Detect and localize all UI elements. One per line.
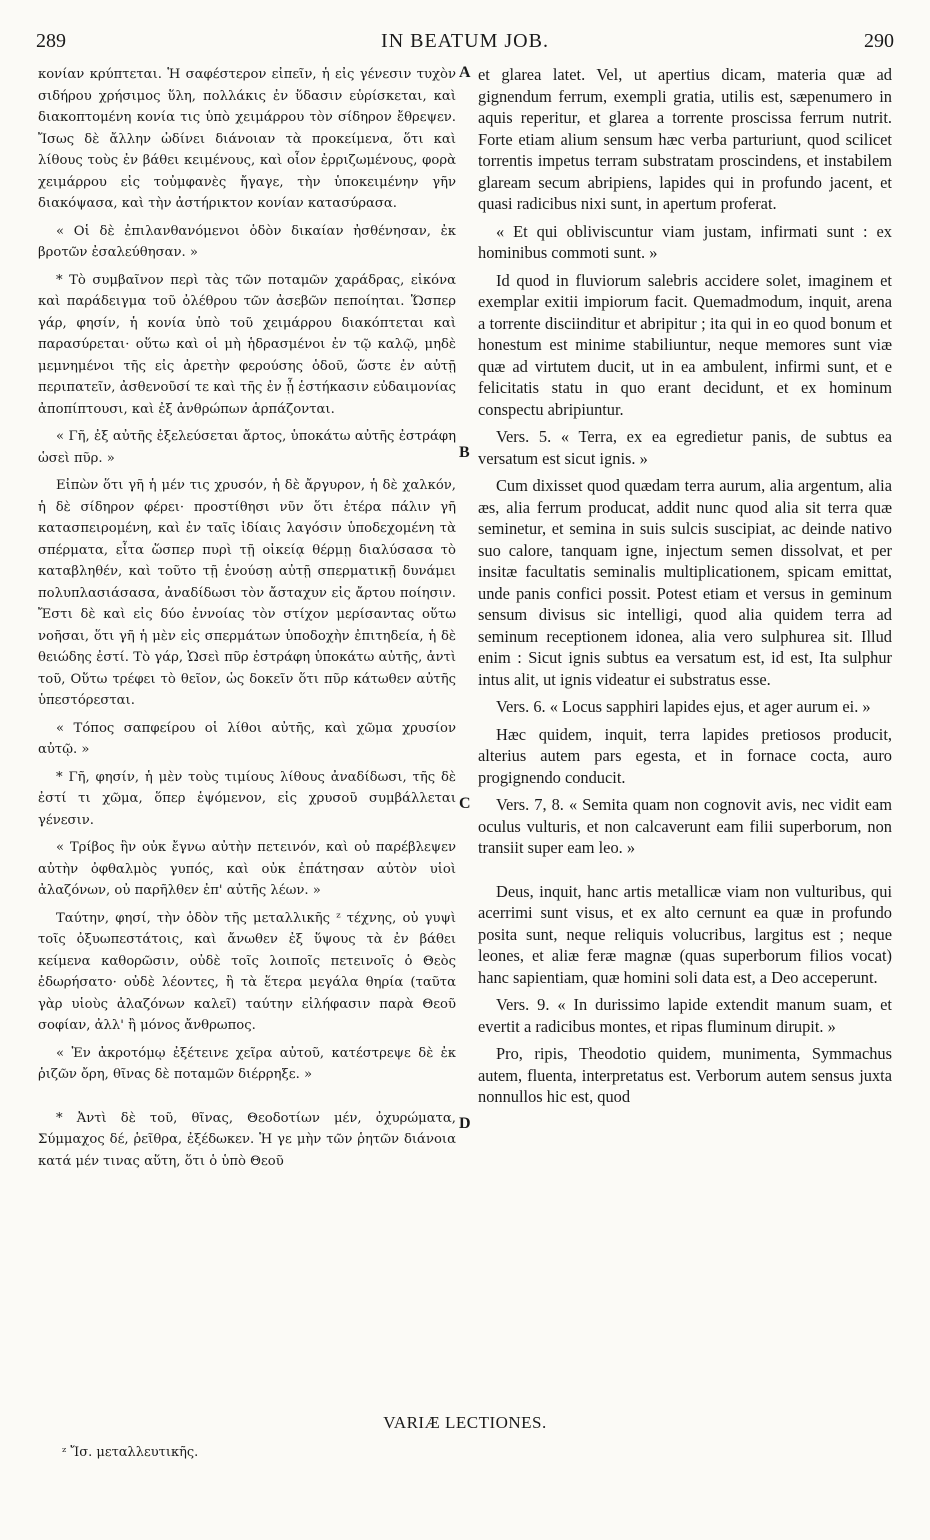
page-number-right: 290 [864, 30, 894, 52]
page-number-left: 289 [36, 30, 66, 52]
latin-paragraph: Pro, ripis, Theodotio quidem, munimenta, Symmachus autem, fluenta, interpretatus est. Verborum autem sensus juxta nonnullos hic est, quod [478, 1044, 892, 1106]
greek-column [38, 64, 456, 1178]
greek-paragraph: * Τὸ συμβαῖνον περὶ τὰς τῶν ποταμῶν χαράδρας, εἰκόνα καὶ παράδειγμα τοῦ ὀλέθρου τῶν ἀσεβῶν πεποίηται. Ὥσπερ γάρ, φησίν, ἡ κονία ὑπὸ τοῦ χειμάρρου διακόπτεται καὶ παρασύρεται· οὕτω καὶ οἱ μὴ ἡδρασμένοι ἐν τῷ καλῷ, μηδὲ μεμνημένοι τῆς εἰς ἀρετὴν φερούσης ὁδοῦ, ὥστε ἐν αὐτῇ περιπατεῖν, ἀσθενοῦσί τε καὶ τῆς ἐν ᾗ ἑστήκασιν εὐδαιμονίας ἀποπίπτουσι, καὶ ἐξ ἀνθρώπων ἁρπάζονται. [38, 272, 456, 417]
latin-verse: Vers. 7, 8. « Semita quam non cognovit avis, nec vidit eam oculus vulturis, et non calcaverunt eam filii superborum, non transiit super eam leo. » [478, 795, 892, 857]
greek-paragraph: * Γῆ, φησίν, ἡ μὲν τοὺς τιμίους λίθους ἀναδίδωσι, τῆς δὲ ἐστί τι χῶμα, ὅπερ ἑψόμενον, εἰς χρυσοῦ συμβάλλεται γένεσιν. [38, 769, 456, 828]
greek-paragraph: Ταύτην, φησί, τὴν ὁδὸν τῆς μεταλλικῆς ᶻ τέχνης, οὐ γυψὶ τοῖς ὀξυωπεστάτοις, καὶ ἄνωθεν ἐξ ὕψους τὰ ἐν βάθει κείμενα καθορῶσιν, οὐδὲ τοῖς λοιποῖς πετεινοῖς ὁ Θεὸς ἐδωρήσατο· οὐδὲ λέοντες, ἢ τὰ ἕτερα μεγάλα θηρία (ταῦτα γὰρ υἱοὺς ἀλαζόνων καλεῖ) ταύτην εἰλήφασιν παρὰ Θεοῦ σοφίαν, ἀλλ' ἢ μόνος ἄνθρωπος. [38, 910, 456, 1033]
latin-verse: « Et qui obliviscuntur viam justam, infirmati sunt : ex hominibus commoti sunt. » [478, 221, 892, 262]
greek-paragraph: Εἰπὼν ὅτι γῆ ἡ μέν τις χρυσόν, ἡ δὲ ἄργυρον, ἡ δὲ χαλκόν, ἡ δὲ σίδηρον φέρει· προστίθησι νῦν ὅτι ἑτέρα πάλιν γῆ κατασπειρομένη, καὶ ἐν ταῖς ἰδίαις λαγόσιν ὑποδεχομένη τὰ σπέρματα, εἶτα ὥσπερ πυρὶ τῇ οἰκείᾳ θέρμῃ διαλύσασα τὸ καταβληθέν, καὶ τοῦτο τῇ ἑνούσῃ αὐτῇ σπερματικῇ δυνάμει πολυπλασιάσασα, ἀναδίδωσι τὸν ἄσταχυν εἰς ἄρτου ποίησιν. Ἔστι δὲ καὶ εἰς δύο ἐννοίας τὸν στίχον μερίσαντας οὕτω νοῆσαι, ὅτι γῆ ἡ μὲν εἰς σπερμάτων ὑποδοχὴν ἐπιτηδεία, ἡ δὲ θειώδης ἐστί. Τὸ γάρ, Ὡσεὶ πῦρ ἐστράφη ὑποκάτω αὐτῆς, ἀντὶ τοῦ, Οὕτω τρέφει τὸ θεῖον, ὡς δοκεῖν ὅτι πῦρ κάτωθεν αὐτῆς ὑπεστόρεσται. [38, 478, 456, 708]
latin-paragraph: Deus, inquit, hanc artis metallicæ viam non vulturibus, qui acerrimi sunt visus, et ex alto cernunt ea quæ in profundo posita sunt, neque reliquis volucribus, largitus est ; neque leones, et aliæ feræ magnæ (quas superborum filios vocat) hanc sapientiam, quæ homini soli data est, a Deo acceperunt. [478, 881, 892, 987]
greek-verse: « Ἐν ἀκροτόμῳ ἐξέτεινε χεῖρα αὐτοῦ, κατέστρεψε δὲ ἐκ ῥιζῶν ὄρη, θῖνας δὲ ποταμῶν διέρρηξε. » [38, 1045, 456, 1082]
greek-verse: « Οἱ δὲ ἐπιλανθανόμενοι ὁδὸν δικαίαν ἠσθένησαν, ἐκ βροτῶν ἐσαλεύθησαν. » [38, 223, 456, 260]
greek-verse: « Τρίβος ἣν οὐκ ἔγνω αὐτὴν πετεινόν, καὶ οὐ παρέβλεψεν αὐτὴν ὀφθαλμὸς γυπός, καὶ οὐκ ἐπάτησαν αὐτὸν υἱοὶ ἀλαζόνων, οὐ παρῆλθεν ἐπ' αὐτῆς λέων. » [38, 840, 456, 898]
page-header [36, 30, 894, 64]
latin-paragraph: et glarea latet. Vel, ut apertius dicam, materia quæ ad gignendum ferrum, exempli gratia, utilis est, sæpenumero in aquis reperitur, et glarea a torrente proscissa ferrum nutrit. Forte etiam alium sensum hæc verba parturiunt, quod scilicet torrentis impetus terram substratam proscindens, et instabilem glaream secum abripiens, lapides qui in profundo jacent, et quasi radicibus nixi sunt, in apertum proferat. [478, 65, 892, 213]
margin-marker-d: D [459, 1115, 471, 1132]
latin-paragraph: Id quod in fluviorum salebris accidere solet, imaginem et exemplar exitii impiorum facit. Quemadmodum, inquit, arena a torrente disciinditur et abripitur ; ita qui in eo quod bonum et honestum est minime stabiliuntur, neque memores sunt viæ quæ ad virtutem ducit, ut in ea ambulent, infirmi sunt, et e felicitatis statu in quo erant decidunt, et ex hominum conspectu abripiuntur. [478, 270, 892, 419]
footnote: ᶻ Ἴσ. μεταλλευτικῆς. [62, 1445, 199, 1460]
variae-lectiones-heading: VARIÆ LECTIONES. [383, 1413, 547, 1432]
margin-marker-c: C [459, 795, 471, 812]
latin-column [478, 64, 892, 1114]
latin-paragraph: Hæc quidem, inquit, terra lapides pretiosos producit, alterius autem pars egesta, et in fornace cocta, auro progignendo conducit. [478, 724, 892, 787]
greek-paragraph: κονίαν κρύπτεται. Ἡ σαφέστερον εἰπεῖν, ἡ εἰς γένεσιν τυχὸν σιδήρου χρήσιμος ὕλη, πολλάκις ἐν ὕδασιν εὑρίσκεται, καὶ διακοπτομένη κονία τις ὑπὸ χειμάρρου τὸν σίδηρον ἔθρεψεν. Ἴσως δὲ ἄλλην ὠδίνει διάνοιαν τὰ προκείμενα, ὅτι καὶ λίθους τοὺς ἐν βάθει κειμένους, καὶ οἷον ἐρριζωμένους, φορὰ χειμάρρου εἰς τοὐμφανὲς ἤγαγε, τὴν ὑποκειμένην γῆν διακόψασα, καὶ τὴν ἀστήρικτον κονίαν κατασύρασα. [38, 67, 456, 211]
greek-paragraph: * Ἀντὶ δὲ τοῦ, θῖνας, Θεοδοτίων μέν, ὀχυρώματα, Σύμμαχος δέ, ῥεῖθρα, ἐξέδωκεν. Ἡ γε μὴν τῶν ῥητῶν διάνοια κατά μέν τινας αὕτη, ὅτι ὁ ὑπὸ Θεοῦ [38, 1110, 456, 1169]
latin-verse: Vers. 6. « Locus sapphiri lapides ejus, et ager aurum ei. » [496, 697, 871, 716]
latin-verse: Vers. 5. « Terra, ex ea egredietur panis, de subtus ea versatum est sicut ignis. » [478, 427, 892, 468]
latin-paragraph: Cum dixisset quod quædam terra aurum, alia argentum, alia æs, alia ferrum producat, addit nunc quod alia sit terra quæ seminetur, et semina in suis sulcis suscipiat, ac deinde nativo suo calore, tanquam igne, injectum semen dissolvat, et per insitæ facultatis seminalis multiplicationem, spicam emittat, unde panis confici possit. Potest etiam et versus in geminum sensum divisus sic intelligi, quod alia quidem terra ad seminum receptionem idonea, alia vero sulphurea sit. Illud enim : Sicut ignis subtus ea versatum est, id est, Ita sulphur intus alit, ut ignis videatur ei substratus esse. [478, 476, 892, 689]
running-title: IN BEATUM JOB. [381, 30, 549, 52]
greek-verse: « Τόπος σαπφείρου οἱ λίθοι αὐτῆς, καὶ χῶμα χρυσίον αὐτῷ. » [38, 720, 456, 757]
latin-verse: Vers. 9. « In durissimo lapide extendit manum suam, et evertit a radicibus montes, et ripas fluminum dirupit. » [478, 995, 892, 1036]
margin-marker-b: B [459, 444, 470, 461]
margin-marker-a: A [459, 64, 471, 81]
greek-verse: « Γῆ, ἐξ αὐτῆς ἐξελεύσεται ἄρτος, ὑποκάτω αὐτῆς ἐστράφη ὡσεὶ πῦρ. » [38, 429, 456, 466]
